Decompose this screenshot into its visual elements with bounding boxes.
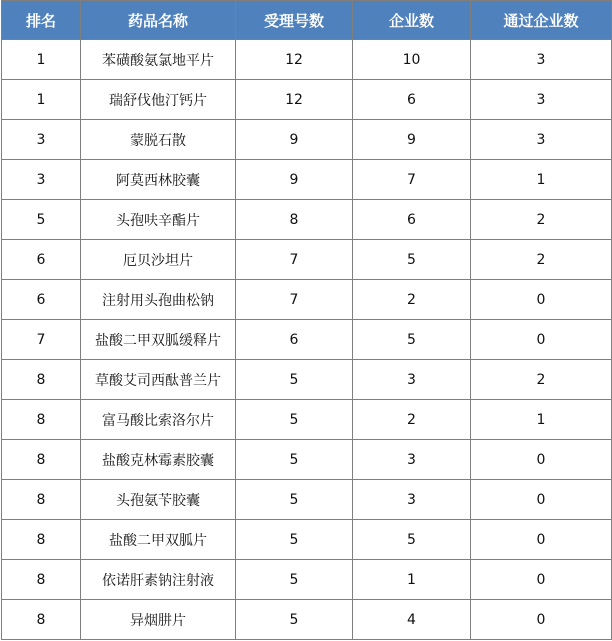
cell-drug-name: 依诺肝素钠注射液: [81, 560, 236, 600]
cell-application-count: 7: [236, 240, 353, 280]
table-header-row: [2, 1, 612, 40]
cell-drug-name: 注射用头孢曲松钠: [81, 280, 236, 320]
table-row: [2, 280, 612, 320]
cell-drug-name: 盐酸二甲双胍缓释片: [81, 320, 236, 360]
header-company-count: 企业数: [353, 1, 471, 40]
cell-rank: 6: [2, 240, 81, 280]
cell-company-count: 9: [353, 120, 471, 160]
table-row: [2, 520, 612, 560]
cell-rank: 7: [2, 320, 81, 360]
cell-application-count: 5: [236, 360, 353, 400]
header-rank: 排名: [2, 1, 81, 40]
table-row: [2, 600, 612, 640]
table-row: [2, 400, 612, 440]
cell-rank: 8: [2, 360, 81, 400]
table-row: [2, 560, 612, 600]
cell-application-count: 5: [236, 560, 353, 600]
table-row: [2, 440, 612, 480]
table-row: [2, 200, 612, 240]
cell-drug-name: 盐酸克林霉素胶囊: [81, 440, 236, 480]
drug-ranking-table: [1, 0, 612, 640]
cell-rank: 8: [2, 560, 81, 600]
cell-application-count: 5: [236, 600, 353, 640]
cell-drug-name: 异烟肼片: [81, 600, 236, 640]
cell-passed-company-count: 0: [471, 600, 612, 640]
cell-company-count: 6: [353, 200, 471, 240]
table-row: [2, 120, 612, 160]
cell-drug-name: 厄贝沙坦片: [81, 240, 236, 280]
header-drug-name: 药品名称: [81, 1, 236, 40]
cell-application-count: 7: [236, 280, 353, 320]
cell-company-count: 10: [353, 40, 471, 80]
cell-passed-company-count: 3: [471, 80, 612, 120]
cell-rank: 8: [2, 400, 81, 440]
cell-application-count: 12: [236, 40, 353, 80]
cell-passed-company-count: 0: [471, 560, 612, 600]
cell-application-count: 9: [236, 160, 353, 200]
cell-company-count: 3: [353, 480, 471, 520]
cell-drug-name: 头孢氨苄胶囊: [81, 480, 236, 520]
cell-company-count: 6: [353, 80, 471, 120]
cell-application-count: 5: [236, 400, 353, 440]
table-row: [2, 160, 612, 200]
table-row: [2, 40, 612, 80]
cell-passed-company-count: 3: [471, 40, 612, 80]
cell-passed-company-count: 2: [471, 240, 612, 280]
cell-drug-name: 盐酸二甲双胍片: [81, 520, 236, 560]
cell-drug-name: 苯磺酸氨氯地平片: [81, 40, 236, 80]
cell-rank: 5: [2, 200, 81, 240]
cell-drug-name: 瑞舒伐他汀钙片: [81, 80, 236, 120]
cell-application-count: 5: [236, 440, 353, 480]
cell-passed-company-count: 0: [471, 520, 612, 560]
cell-company-count: 2: [353, 400, 471, 440]
cell-drug-name: 草酸艾司西酞普兰片: [81, 360, 236, 400]
cell-company-count: 5: [353, 240, 471, 280]
cell-drug-name: 富马酸比索洛尔片: [81, 400, 236, 440]
cell-application-count: 8: [236, 200, 353, 240]
cell-passed-company-count: 2: [471, 200, 612, 240]
cell-passed-company-count: 1: [471, 160, 612, 200]
table-row: [2, 320, 612, 360]
cell-rank: 1: [2, 40, 81, 80]
cell-company-count: 7: [353, 160, 471, 200]
cell-rank: 3: [2, 120, 81, 160]
cell-rank: 8: [2, 600, 81, 640]
cell-passed-company-count: 0: [471, 440, 612, 480]
cell-drug-name: 蒙脱石散: [81, 120, 236, 160]
cell-application-count: 9: [236, 120, 353, 160]
cell-company-count: 5: [353, 520, 471, 560]
cell-company-count: 2: [353, 280, 471, 320]
cell-drug-name: 头孢呋辛酯片: [81, 200, 236, 240]
cell-passed-company-count: 3: [471, 120, 612, 160]
cell-rank: 3: [2, 160, 81, 200]
cell-rank: 8: [2, 440, 81, 480]
cell-passed-company-count: 2: [471, 360, 612, 400]
cell-rank: 1: [2, 80, 81, 120]
cell-application-count: 6: [236, 320, 353, 360]
table-row: [2, 80, 612, 120]
cell-rank: 8: [2, 480, 81, 520]
cell-company-count: 5: [353, 320, 471, 360]
cell-passed-company-count: 0: [471, 320, 612, 360]
table-row: [2, 360, 612, 400]
cell-passed-company-count: 0: [471, 280, 612, 320]
cell-rank: 6: [2, 280, 81, 320]
header-application-count: 受理号数: [236, 1, 353, 40]
cell-passed-company-count: 1: [471, 400, 612, 440]
cell-company-count: 1: [353, 560, 471, 600]
cell-application-count: 12: [236, 80, 353, 120]
cell-passed-company-count: 0: [471, 480, 612, 520]
cell-company-count: 4: [353, 600, 471, 640]
cell-rank: 8: [2, 520, 81, 560]
cell-drug-name: 阿莫西林胶囊: [81, 160, 236, 200]
cell-application-count: 5: [236, 480, 353, 520]
table-row: [2, 240, 612, 280]
cell-company-count: 3: [353, 440, 471, 480]
cell-application-count: 5: [236, 520, 353, 560]
table-row: [2, 480, 612, 520]
header-passed-company-count: 通过企业数: [471, 1, 612, 40]
cell-company-count: 3: [353, 360, 471, 400]
